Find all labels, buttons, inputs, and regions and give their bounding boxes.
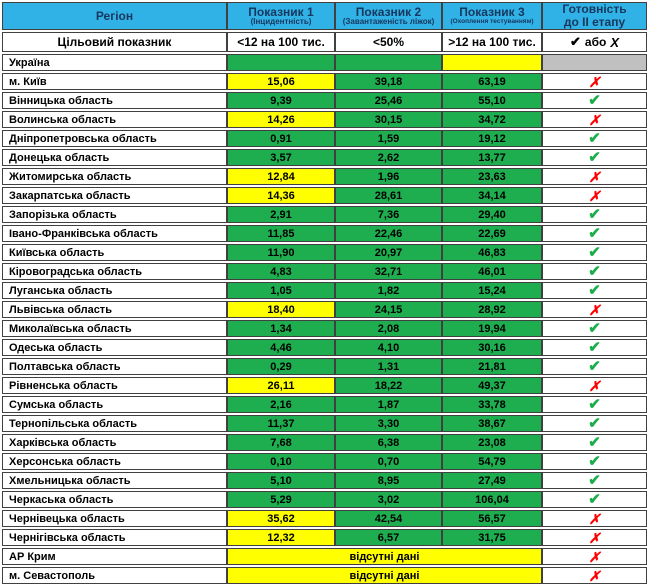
region-cell: Запорізька область [2,206,227,223]
indicator1-cell: 1,05 [227,282,335,299]
x-icon: ✗ [588,529,601,546]
indicator2-cell: 1,59 [335,130,442,147]
indicator3-cell: 31,75 [442,529,542,546]
x-icon: ✗ [588,301,601,318]
x-icon: ✗ [588,111,601,128]
indicator1-cell: 4,46 [227,339,335,356]
status-cell [542,111,647,128]
indicator2-cell: 2,62 [335,149,442,166]
indicator3-cell: 28,92 [442,301,542,318]
indicator2-cell: 39,18 [335,73,442,90]
table-row [2,130,649,147]
region-cell: м. Київ [2,73,227,90]
check-icon: ✔ [588,434,601,451]
table-row [2,358,649,375]
table-row [2,434,649,451]
missing-data-cell: відсутні дані [227,567,542,584]
indicator3-cell: 106,04 [442,491,542,508]
region-cell: Волинська область [2,111,227,128]
status-cell [542,130,647,147]
indicator3-cell: 33,78 [442,396,542,413]
indicator2-cell: 6,57 [335,529,442,546]
indicator1-cell: 9,39 [227,92,335,109]
header-readiness-line2: до II етапу [563,15,626,29]
indicator3-cell: 13,77 [442,149,542,166]
indicator2-cell: 1,96 [335,168,442,185]
table-body [2,54,649,584]
table-row [2,111,649,128]
region-cell: Чернівецька область [2,510,227,527]
region-cell: Київська область [2,244,227,261]
target-indicator2-cell: <50% [335,32,442,52]
indicator3-cell: 56,57 [442,510,542,527]
region-cell: Миколаївська область [2,320,227,337]
header-row [2,2,649,30]
indicator3-cell: 21,81 [442,358,542,375]
status-cell [542,453,647,470]
header-indicator3 [442,2,542,30]
region-cell: Івано-Франківська область [2,225,227,242]
indicator1-cell: 11,90 [227,244,335,261]
indicator2-cell: 22,46 [335,225,442,242]
table-row [2,339,649,356]
table-row [2,92,649,109]
indicator1-cell: 5,29 [227,491,335,508]
region-cell: Кіровоградська область [2,263,227,280]
table-row [2,396,649,413]
indicator1-cell: 26,11 [227,377,335,394]
region-cell: Вінницька область [2,92,227,109]
x-icon: Х [610,34,619,50]
table-row [2,168,649,185]
indicator1-cell: 7,68 [227,434,335,451]
indicator2-cell: 42,54 [335,510,442,527]
region-cell: Україна [2,54,227,71]
check-icon: ✔ [588,225,601,242]
indicator3-cell: 34,14 [442,187,542,204]
header-indicator3-subtitle: (Охоплення тестуванням) [450,17,534,25]
status-cell [542,377,647,394]
indicator2-cell: 3,30 [335,415,442,432]
status-cell [542,339,647,356]
check-icon: ✔ [588,263,601,280]
status-cell [542,548,647,565]
table-row [2,491,649,508]
table-row [2,320,649,337]
status-cell [542,187,647,204]
indicator2-cell: 6,38 [335,434,442,451]
table-row [2,529,649,546]
indicator2-cell: 18,22 [335,377,442,394]
header-readiness-line1: Готовність [562,2,627,17]
status-cell [542,54,647,71]
indicator3-cell: 54,79 [442,453,542,470]
check-icon: ✔ [588,415,601,432]
status-cell [542,149,647,166]
indicator2-cell: 1,31 [335,358,442,375]
table-row [2,263,649,280]
indicator2-cell: 28,61 [335,187,442,204]
indicator1-cell [227,54,335,71]
table-row [2,453,649,470]
region-cell: Луганська область [2,282,227,299]
status-cell [542,396,647,413]
status-cell [542,282,647,299]
indicator1-cell: 11,37 [227,415,335,432]
target-readiness-cell [542,32,647,52]
region-cell: Житомирська область [2,168,227,185]
table-row [2,244,649,261]
check-icon: ✔ [588,396,601,413]
indicator3-cell: 22,69 [442,225,542,242]
status-cell [542,244,647,261]
indicator3-cell: 49,37 [442,377,542,394]
x-icon: ✗ [588,567,601,584]
indicator2-cell: 8,95 [335,472,442,489]
status-cell [542,206,647,223]
indicator3-cell: 23,08 [442,434,542,451]
region-cell: Полтавська область [2,358,227,375]
indicator2-cell: 7,36 [335,206,442,223]
header-region [2,2,227,30]
check-icon: ✔ [588,339,601,356]
status-cell [542,73,647,90]
header-indicator1-title: Показник 1 [248,4,314,19]
indicator3-cell: 27,49 [442,472,542,489]
indicator1-cell: 4,83 [227,263,335,280]
header-indicator1 [227,2,335,30]
indicator1-cell: 15,06 [227,73,335,90]
indicator3-cell: 63,19 [442,73,542,90]
region-cell: м. Севастополь [2,567,227,584]
status-cell [542,358,647,375]
table-row [2,377,649,394]
indicator2-cell: 32,71 [335,263,442,280]
indicator1-cell: 14,36 [227,187,335,204]
indicator1-cell: 2,16 [227,396,335,413]
region-cell: Сумська область [2,396,227,413]
region-cell: Дніпропетровська область [2,130,227,147]
indicator3-cell: 34,72 [442,111,542,128]
indicator2-cell: 20,97 [335,244,442,261]
x-icon: ✗ [588,73,601,90]
indicator2-cell: 4,10 [335,339,442,356]
region-cell: Львівська область [2,301,227,318]
header-indicator2-subtitle: (Завантаженість ліжок) [342,17,435,27]
indicator1-cell: 35,62 [227,510,335,527]
header-region-label: Регіон [95,8,134,23]
indicator3-cell: 30,16 [442,339,542,356]
target-indicator3-cell: >12 на 100 тис. [442,32,542,52]
status-cell [542,491,647,508]
table-row [2,149,649,166]
indicator3-cell: 55,10 [442,92,542,109]
table-row [2,187,649,204]
region-cell: Закарпатська область [2,187,227,204]
header-readiness [542,2,647,30]
indicator3-cell: 29,40 [442,206,542,223]
x-icon: ✗ [588,548,601,565]
status-cell [542,92,647,109]
table-row [2,73,649,90]
indicator2-cell: 1,82 [335,282,442,299]
check-icon: ✔ [588,320,601,337]
header-indicator2 [335,2,442,30]
table-row [2,54,649,71]
x-icon: ✗ [588,377,601,394]
check-icon: ✔ [588,92,601,109]
region-cell: Тернопільська область [2,415,227,432]
indicator1-cell: 0,29 [227,358,335,375]
indicator1-cell: 0,91 [227,130,335,147]
indicator1-cell: 14,26 [227,111,335,128]
indicator3-cell: 46,01 [442,263,542,280]
check-icon: ✔ [588,244,601,261]
indicator3-cell: 46,83 [442,244,542,261]
table-row [2,301,649,318]
status-cell [542,320,647,337]
target-readiness-text: або [584,35,607,49]
target-label-cell: Цільовий показник [2,32,227,52]
indicator1-cell: 1,34 [227,320,335,337]
indicator1-cell: 2,91 [227,206,335,223]
check-icon: ✔ [588,149,601,166]
status-cell [542,472,647,489]
check-icon: ✔ [588,358,601,375]
region-cell: АР Крим [2,548,227,565]
indicator2-cell: 2,08 [335,320,442,337]
check-icon: ✔ [588,206,601,223]
region-cell: Одеська область [2,339,227,356]
indicator2-cell: 30,15 [335,111,442,128]
indicator1-cell: 12,84 [227,168,335,185]
status-cell [542,415,647,432]
x-icon: ✗ [588,510,601,527]
status-cell [542,510,647,527]
indicator2-cell: 25,46 [335,92,442,109]
table-row [2,472,649,489]
status-cell [542,529,647,546]
header-indicator3-title: Показник 3 [459,5,525,20]
region-cell: Харківська область [2,434,227,451]
table-row [2,567,649,584]
region-cell: Херсонська область [2,453,227,470]
indicator2-cell: 1,87 [335,396,442,413]
target-row [2,32,649,52]
indicator2-cell [335,54,442,71]
table-row [2,415,649,432]
region-cell: Рівненська область [2,377,227,394]
table-row [2,282,649,299]
check-icon: ✔ [588,453,601,470]
indicator2-cell: 24,15 [335,301,442,318]
status-cell [542,301,647,318]
x-icon: ✗ [588,187,601,204]
status-cell [542,225,647,242]
status-cell [542,168,647,185]
table-row [2,510,649,527]
check-icon: ✔ [570,34,581,49]
status-cell [542,567,647,584]
indicator3-cell: 38,67 [442,415,542,432]
indicator3-cell: 15,24 [442,282,542,299]
x-icon: ✗ [588,168,601,185]
indicator3-cell: 23,63 [442,168,542,185]
region-cell: Черкаська область [2,491,227,508]
header-indicator2-title: Показник 2 [355,4,422,19]
header-indicator1-subtitle: (Інцидентність) [250,17,312,27]
check-icon: ✔ [588,491,601,508]
indicator3-cell: 19,94 [442,320,542,337]
status-cell [542,434,647,451]
check-icon: ✔ [588,282,601,299]
region-cell: Донецька область [2,149,227,166]
indicator2-cell: 3,02 [335,491,442,508]
region-cell: Чернігівська область [2,529,227,546]
table-row [2,548,649,565]
table-row [2,206,649,223]
indicator2-cell: 0,70 [335,453,442,470]
indicator1-cell: 5,10 [227,472,335,489]
indicator3-cell [442,54,542,71]
indicator1-cell: 12,32 [227,529,335,546]
region-cell: Хмельницька область [2,472,227,489]
indicator1-cell: 0,10 [227,453,335,470]
indicator1-cell: 3,57 [227,149,335,166]
indicator3-cell: 19,12 [442,130,542,147]
check-icon: ✔ [588,130,601,147]
status-cell [542,263,647,280]
target-indicator1-cell: <12 на 100 тис. [227,32,335,52]
indicator1-cell: 11,85 [227,225,335,242]
check-icon: ✔ [588,472,601,489]
table-row [2,225,649,242]
missing-data-cell: відсутні дані [227,548,542,565]
indicator1-cell: 18,40 [227,301,335,318]
